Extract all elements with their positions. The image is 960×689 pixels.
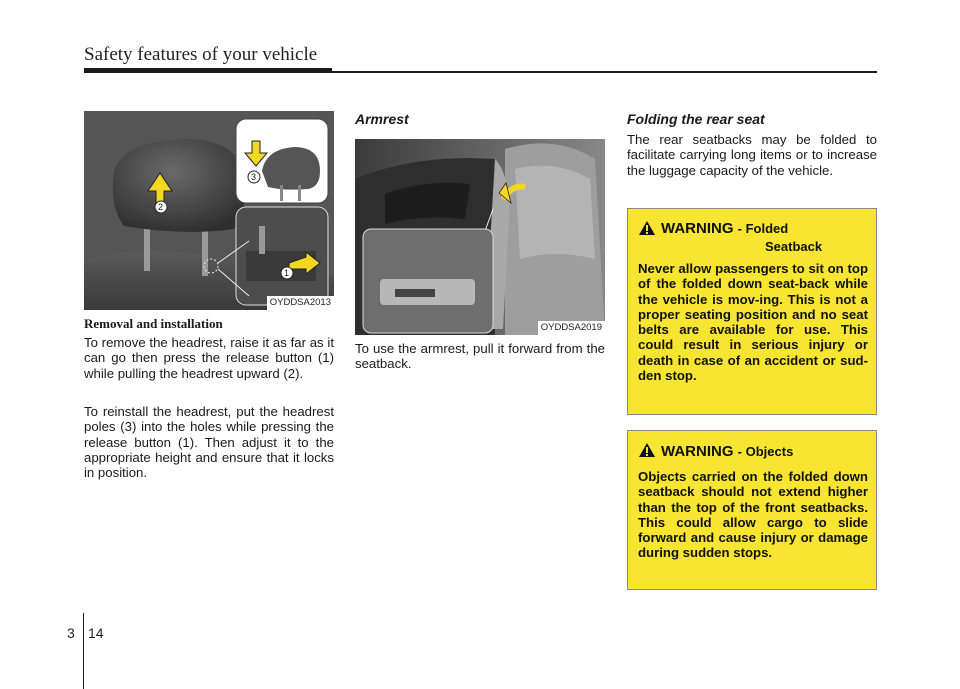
warning-box-folded-seatback <box>627 208 877 415</box>
headrest-illustration <box>84 111 334 310</box>
svg-text:3: 3 <box>251 172 257 182</box>
header-rule-thick <box>84 68 332 73</box>
svg-text:1: 1 <box>284 268 290 278</box>
footer-divider <box>83 613 84 689</box>
paragraph-remove: To remove the headrest, raise it as far as it can go then press the release button (1) while pulling the headrest upward (2). <box>84 335 334 381</box>
section-title: Safety features of your vehicle <box>84 44 318 65</box>
headrest-figure <box>84 111 334 310</box>
heading-folding: Folding the rear seat <box>627 111 765 127</box>
warning-text-2: Objects carried on the folded down seatback should not extend higher than the top of the front seatbacks. This could allow cargo to slide forward and cause injury or damage during sudden stops. <box>638 469 868 561</box>
warning-triangle-icon <box>638 220 656 236</box>
paragraph-armrest: To use the armrest, pull it forward from the seatback. <box>355 341 605 372</box>
page-number: 14 <box>88 625 104 641</box>
paragraph-folding: The rear seatbacks may be folded to facilitate carrying long items or to increase the luggage capacity of the vehicle. <box>627 132 877 178</box>
figure-code-headrest: OYDDSA2013 <box>267 296 334 310</box>
warning-box-objects <box>627 430 877 590</box>
warning-text-1: Never allow passengers to sit on top of the folded down seat-back while the vehicle is mov-ing. This is not a proper seating position and no seat belts are available for use. This could result in serious injury or death in case of an accident or sud-den stop. <box>638 261 868 384</box>
warning-title-1: WARNING - Folded <box>661 220 789 237</box>
warning-triangle-icon <box>638 442 656 458</box>
heading-armrest: Armrest <box>355 111 409 127</box>
paragraph-reinstall: To reinstall the headrest, put the headrest poles (3) into the holes while pressing the release button (1). Then adjust it to the appropriate height and ensure that it locks in position. <box>84 404 334 481</box>
chapter-number: 3 <box>67 625 75 641</box>
warning-subtitle-1: Seatback <box>765 239 823 254</box>
warning-title-2: WARNING - Objects <box>661 443 794 460</box>
subheading-removal: Removal and installation <box>84 316 223 331</box>
header-rule-thin <box>332 71 877 73</box>
armrest-illustration <box>355 139 605 335</box>
figure-code-armrest: OYDDSA2019 <box>538 321 605 335</box>
svg-text:2: 2 <box>158 202 164 212</box>
armrest-figure <box>355 139 605 335</box>
